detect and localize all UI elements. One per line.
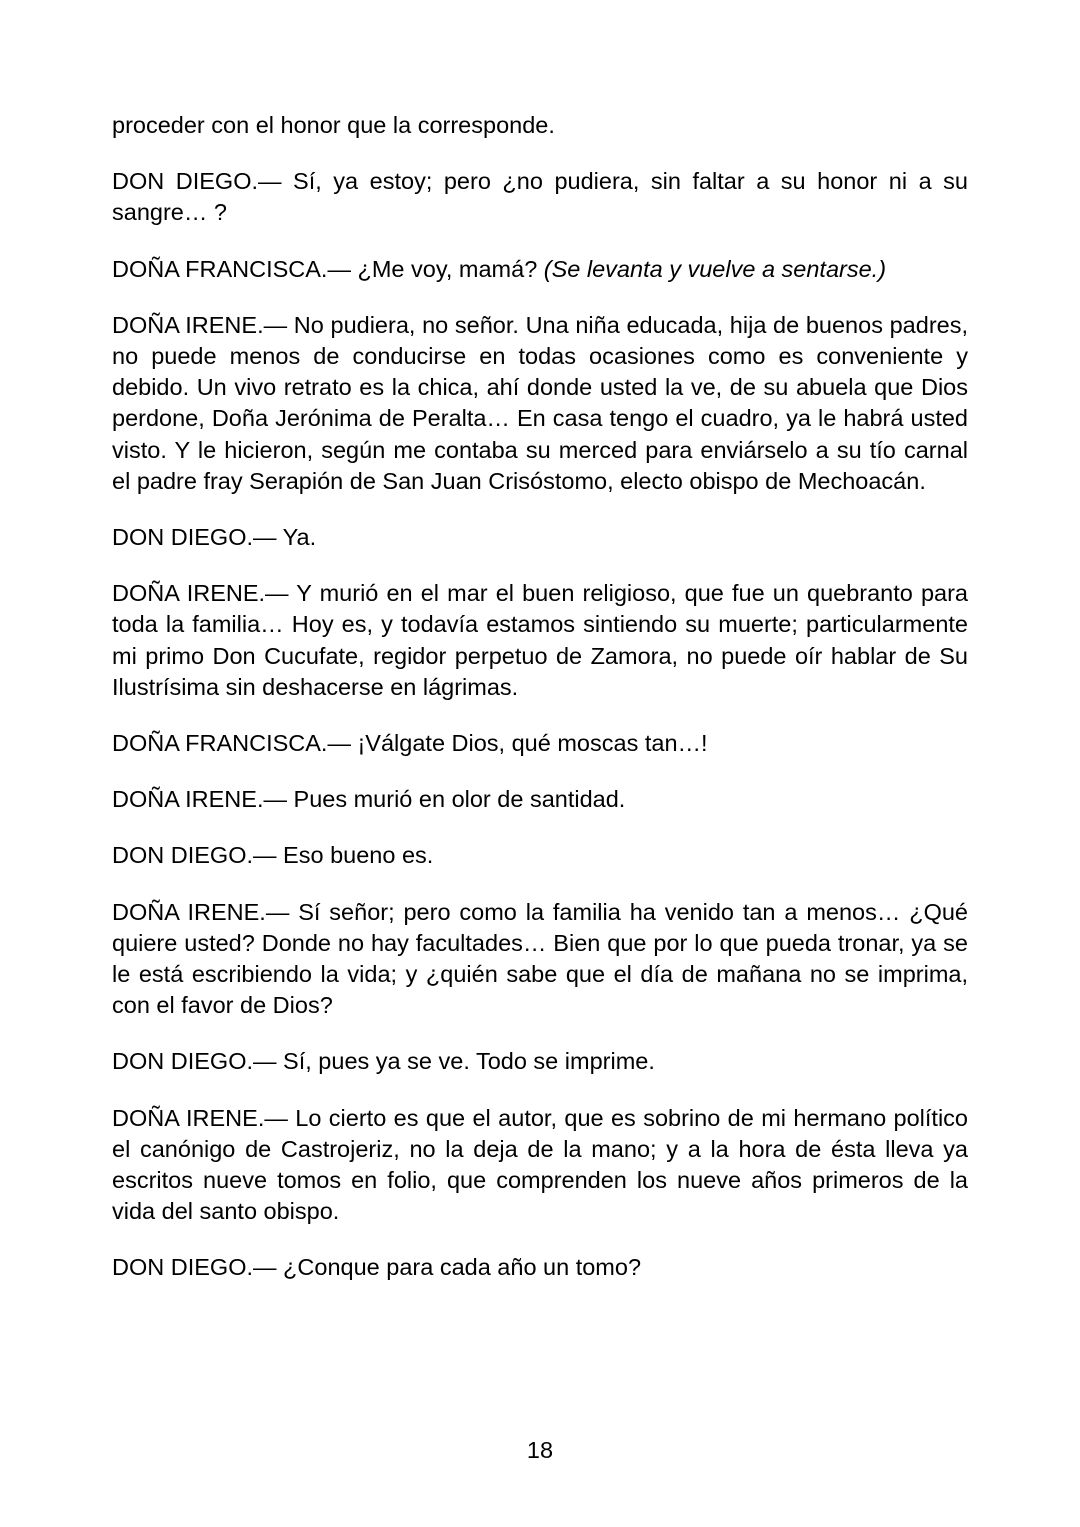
dialogue-text: Pues murió en olor de santidad. bbox=[293, 786, 626, 813]
dialogue-text: Ya. bbox=[282, 524, 317, 551]
dialogue-text: Sí señor; pero como la familia ha venido tan a menos… ¿Qué quiere usted? Donde no hay facultades… Bien que por lo que pueda tronar, ya se le está escribiendo la vida; y ¿quién sabe que el día de mañana no se imprima, con el favor de Dios? bbox=[112, 898, 969, 1019]
dialogue-text: No pudiera, no señor. Una niña educada, hija de buenos padres, no puede menos de conducirse en todas ocasiones como es conveniente y debido. Un vivo retrato es la chica, ahí donde usted la ve, de su abuela que Dios perdone, Doña Jerónima de Peralta… En casa tengo el cuadro, ya le habrá usted visto. Y le hicieron, según me contaba su merced para enviárselo a su tío carnal el padre fray Serapión de San Juan Crisóstomo, electo obispo de Mechoacán. bbox=[112, 311, 968, 494]
speaker-name: DOÑA FRANCISCA.— bbox=[112, 730, 351, 757]
dialogue-text: ¿Me voy, mamá? bbox=[357, 255, 538, 282]
paragraph bbox=[112, 1103, 968, 1228]
speaker-name: DON DIEGO.— bbox=[112, 1048, 277, 1075]
dialogue-text: ¡Válgate Dios, qué moscas tan…! bbox=[357, 730, 708, 757]
dialogue-text: Sí, pues ya se ve. Todo se imprime. bbox=[283, 1048, 655, 1075]
document-page bbox=[112, 110, 968, 1309]
page-number: 18 bbox=[526, 1437, 554, 1463]
dialogue-text: Y murió en el mar el buen religioso, que fue un quebranto para toda la familia… Hoy es, y todavía estamos sintiendo su muerte; particularmente mi primo Don Cucufate, regidor perpetuo de Zamora, no puede oír hablar de Su Ilustrísima sin deshacerse en lágrimas. bbox=[112, 580, 968, 700]
speaker-name: DON DIEGO.— bbox=[112, 524, 277, 551]
speaker-name: DON DIEGO.— bbox=[112, 1254, 277, 1281]
speaker-name: DOÑA IRENE.— bbox=[112, 580, 289, 607]
paragraph bbox=[112, 897, 968, 1022]
dialogue-text: Eso bueno es. bbox=[283, 842, 434, 869]
paragraph bbox=[112, 254, 968, 285]
speaker-name: DON DIEGO.— bbox=[112, 842, 277, 869]
paragraph bbox=[112, 840, 968, 871]
paragraph bbox=[112, 1046, 968, 1077]
speaker-name: DON DIEGO.— bbox=[112, 168, 282, 195]
dialogue-text: Lo cierto es que el autor, que es sobrino de mi hermano político el canónigo de Castrojeriz, no la deja de la mano; y a la hora de ésta lleva ya escritos nueve tomos en folio, que comprenden los nueve años primeros de la vida del santo obispo. bbox=[112, 1104, 968, 1225]
paragraph bbox=[112, 784, 968, 815]
speaker-name: DOÑA IRENE.— bbox=[112, 1104, 288, 1131]
speaker-name: DOÑA IRENE.— bbox=[112, 786, 287, 813]
dialogue-text: proceder con el honor que la corresponde. bbox=[112, 112, 555, 138]
dialogue-text: ¿Conque para cada año un tomo? bbox=[283, 1254, 642, 1281]
paragraph bbox=[112, 310, 968, 497]
stage-direction: (Se levanta y vuelve a sentarse.) bbox=[543, 255, 887, 282]
paragraph bbox=[112, 1252, 968, 1283]
dialogue-text: Sí, ya estoy; pero ¿no pudiera, sin faltar a su honor ni a su sangre… ? bbox=[112, 168, 969, 226]
speaker-name: DOÑA IRENE.— bbox=[112, 311, 288, 338]
paragraph bbox=[112, 522, 968, 553]
speaker-name: DOÑA FRANCISCA.— bbox=[112, 255, 351, 282]
speaker-name: DOÑA IRENE.— bbox=[112, 898, 290, 925]
paragraph bbox=[112, 728, 968, 759]
paragraph bbox=[112, 166, 968, 228]
paragraph bbox=[112, 110, 968, 141]
paragraph bbox=[112, 578, 968, 703]
